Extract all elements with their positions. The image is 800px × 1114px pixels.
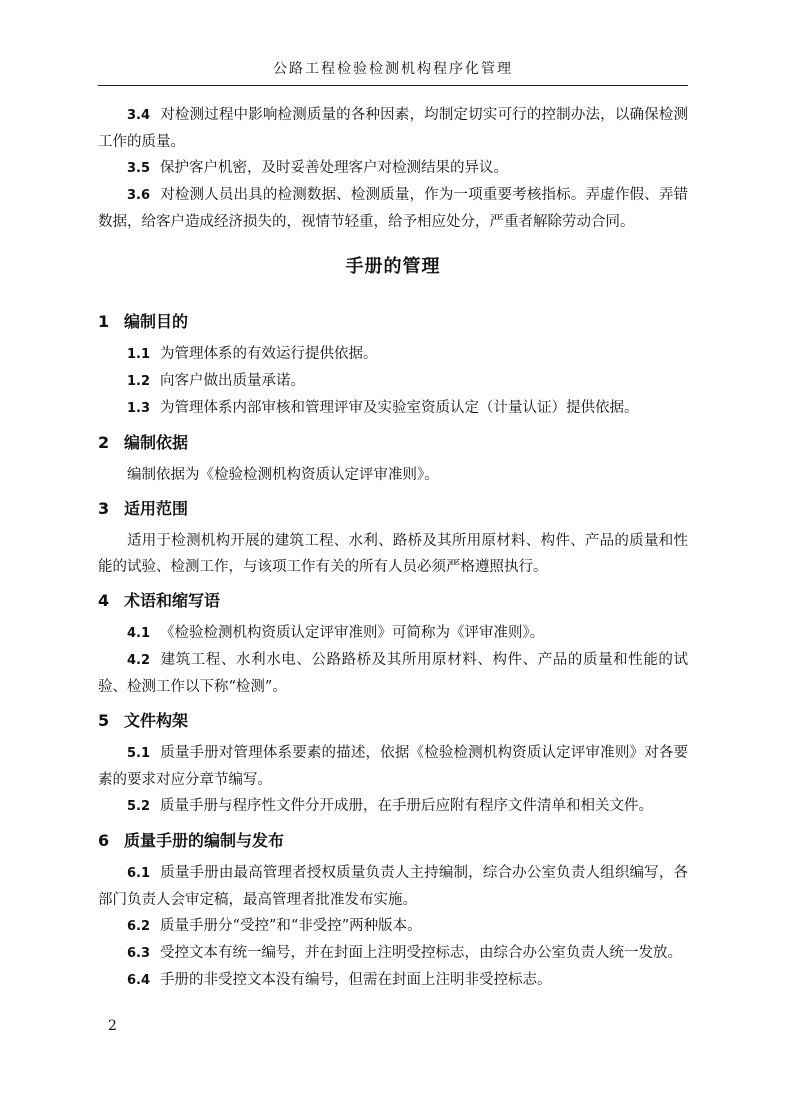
clause-number: 6.4: [127, 973, 151, 988]
section-title: 编制目的: [124, 312, 189, 331]
paragraph-3-6: [98, 182, 688, 235]
clause-text: 为管理体系内部审核和管理评审及实验室资质认定（计量认证）提供依据。: [160, 400, 639, 416]
clause-text: 对检测人员出具的检测数据、检测质量，作为一项重要考核指标。弄虚作假、弄错数据，给客户造成经济损失的，视情节轻重，给予相应处分，严重者解除劳动合同。: [98, 187, 688, 230]
clause-number: 1.3: [127, 401, 151, 416]
clause-number: 4.2: [127, 653, 151, 668]
section-number: 2: [98, 433, 110, 452]
clause-number: 3.4: [127, 108, 151, 123]
section-number: 4: [98, 591, 110, 610]
clause-text: 质量手册对管理体系要素的描述，依据《检验检测机构资质认定评审准则》对各要素的要求对应分章节编写。: [98, 745, 688, 788]
section-title: 文件构架: [124, 711, 189, 730]
clause-number: 6.1: [127, 866, 151, 881]
clause-text: 保护客户机密，及时妥善处理客户对检测结果的异议。: [160, 160, 509, 176]
section-title: 适用范围: [124, 499, 189, 518]
clause-text: 对检测过程中影响检测质量的各种因素，均制定切实可行的控制办法，以确保检测工作的质量。: [98, 107, 688, 150]
section-number: 3: [98, 499, 110, 518]
clause-number: 1.2: [127, 374, 151, 389]
paragraph-3-4: [98, 102, 688, 155]
paragraph-5-2: [98, 793, 688, 820]
clause-text: 质量手册分“受控”和“非受控”两种版本。: [160, 918, 422, 934]
clause-number: 6.2: [127, 919, 151, 934]
header-rule: [98, 85, 688, 86]
section-number: 5: [98, 711, 110, 730]
section-title: 质量手册的编制与发布: [124, 831, 285, 850]
page-title: 手册的管理: [345, 256, 441, 277]
paragraph-4-1: [98, 620, 688, 647]
paragraph-6-1: [98, 860, 688, 913]
section-heading-6: [98, 828, 688, 854]
section-title: 编制依据: [124, 433, 189, 452]
section-number: 1: [98, 312, 110, 331]
clause-text: 手册的非受控文本没有编号，但需在封面上注明非受控标志。: [160, 972, 552, 988]
clause-text: 质量手册与程序性文件分开成册，在手册后应附有程序文件清单和相关文件。: [160, 798, 654, 814]
paragraph-6-2: [98, 913, 688, 940]
clause-text: 向客户做出质量承诺。: [160, 373, 306, 389]
section-heading-4: [98, 588, 688, 614]
paragraph-1-1: [98, 341, 688, 368]
clause-number: 4.1: [127, 626, 151, 641]
page-number: 2: [108, 1018, 117, 1034]
page-content: [98, 102, 688, 994]
paragraph-6-3: [98, 940, 688, 967]
clause-text: 建筑工程、水利水电、公路路桥及其所用原材料、构件、产品的质量和性能的试验、检测工作以下称“检测”。: [98, 652, 688, 695]
section-title: 术语和缩写语: [124, 591, 221, 610]
clause-text: 受控文本有统一编号，并在封面上注明受控标志，由综合办公室负责人统一发放。: [160, 945, 683, 961]
section-heading-1: [98, 309, 688, 335]
paragraph-6-4: [98, 967, 688, 994]
clause-number: 3.5: [127, 161, 151, 176]
section-heading-3: [98, 496, 688, 522]
clause-text: 《检验检测机构资质认定评审准则》可简称为《评审准则》。: [160, 625, 545, 641]
paragraph-1-3: [98, 395, 688, 422]
clause-text: 为管理体系的有效运行提供依据。: [160, 346, 378, 362]
clause-number: 1.1: [127, 347, 151, 362]
paragraph-5-1: [98, 740, 688, 793]
clause-number: 3.6: [127, 188, 151, 203]
clause-number: 6.3: [127, 946, 151, 961]
paragraph-3: 适用于检测机构开展的建筑工程、水利、路桥及其所用原材料、构件、产品的质量和性能的试验、检测工作，与该项工作有关的所有人员必须严格遵照执行。: [98, 533, 688, 575]
intro-block: [98, 102, 688, 235]
paragraph-1-2: [98, 368, 688, 395]
running-header: 公路工程检验检测机构程序化管理: [273, 61, 513, 77]
section-heading-2: [98, 430, 688, 456]
section-number: 6: [98, 831, 110, 850]
paragraph-3-5: [98, 155, 688, 182]
paragraph-4-2: [98, 647, 688, 700]
paragraph-2: 编制依据为《检验检测机构资质认定评审准则》。: [127, 467, 439, 483]
clause-text: 质量手册由最高管理者授权质量负责人主持编制，综合办公室负责人组织编写，各部门负责人会审定稿，最高管理者批准发布实施。: [98, 865, 688, 908]
clause-number: 5.1: [127, 746, 151, 761]
section-heading-5: [98, 708, 688, 734]
clause-number: 5.2: [127, 799, 151, 814]
